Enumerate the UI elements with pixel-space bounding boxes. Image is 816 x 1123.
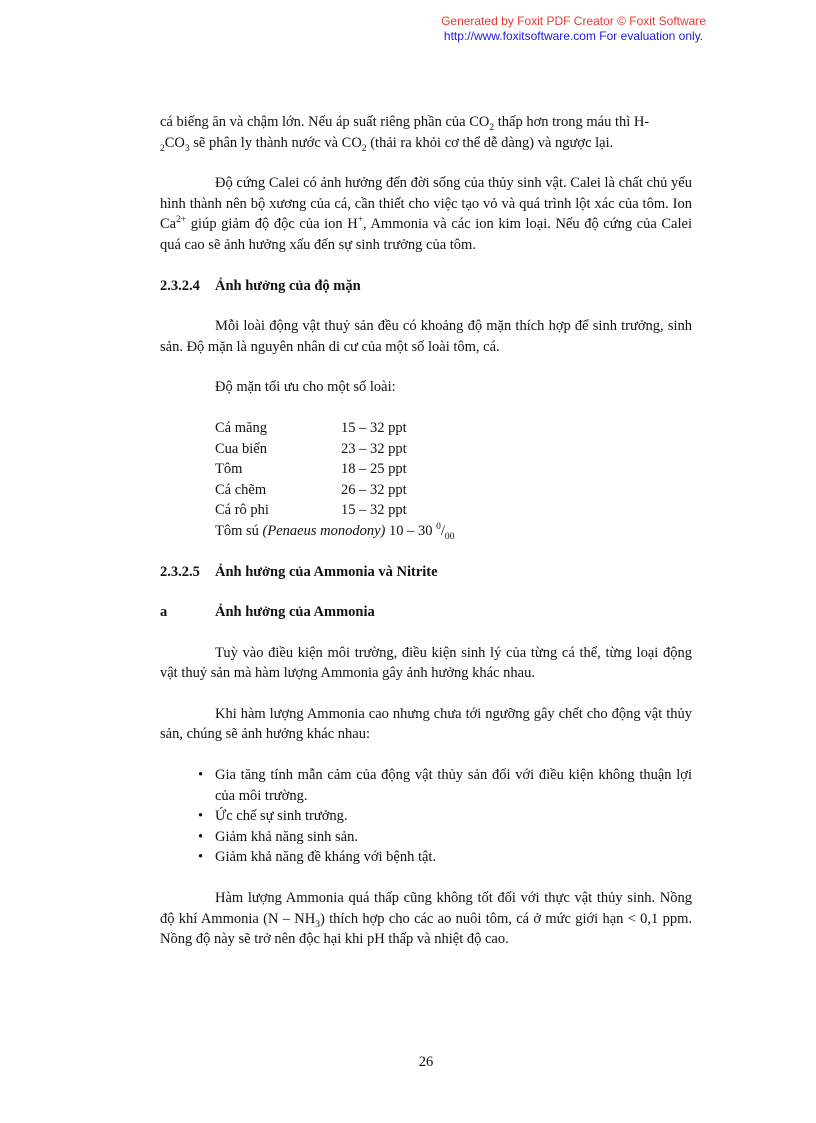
species-list — [160, 418, 692, 542]
species-row: Cua biển 23 – 32 ppt — [215, 440, 407, 457]
species-row-tiger-shrimp: Tôm sú (Penaeus monodony) 10 – 30 $^0/_{00}$ — [215, 522, 455, 542]
page-number: 26 — [418, 1054, 434, 1070]
list-item: • Gia tăng tính mẫn cảm của động vật thủy sản đối với điều kiện không thuận lợi của môi trường. — [215, 765, 692, 806]
watermark — [441, 14, 706, 44]
paragraph-co2: cá biếng ăn và chậm lớn. Nếu áp suất riêng phần của $CO_2$ thấp hơn trong máu thì H- $_2CO_3$ sẽ phân ly thành nước và $CO_2$ (thải ra khỏi cơ thể dễ dàng) và ngược lại. — [160, 114, 650, 154]
paragraph-salinity-intro: Độ mặn tối ưu cho một số loài: — [215, 379, 396, 396]
section-heading-a: a Ảnh hưởng của Ammonia — [160, 604, 375, 621]
list-item: • Giảm khả năng sinh sản. — [215, 827, 692, 848]
species-row: Cá rô phi 15 – 32 ppt — [215, 502, 407, 519]
effects-list — [160, 765, 692, 868]
section-heading-2325: 2.3.2.5 Ảnh hưởng của Ammonia và Nitrite — [160, 563, 438, 580]
section-heading-2324: 2.3.2.4 Ảnh hưởng của độ mặn — [160, 277, 361, 294]
species-row: Cá chẽm 26 – 32 ppt — [215, 481, 407, 498]
paragraph-ammonia-conditions: Tuỳ vào điều kiện môi trường, điều kiện sinh lý của từng cá thể, từng loại động vật thuỷ sản mà hàm lượng Ammonia gây ảnh hưởng khác nhau. — [160, 644, 692, 682]
paragraph-ammonia-low: Hàm lượng Ammonia quá thấp cũng không tốt đối với thực vật thủy sinh. Nồng độ khí Ammonia $(N - NH_3)$ thích hợp cho các ao nuôi tôm, cá ở mức giới hạn < 0,1 ppm. Nồng độ này sẽ trở nên độc hại khi pH thấp và nhiệt độ cao. — [160, 890, 693, 948]
paragraph-ammonia-effects: Khi hàm lượng Ammonia cao nhưng chưa tới ngưỡng gây chết cho động vật thủy sản, chúng sẽ ảnh hưởng khác nhau: — [160, 705, 692, 743]
species-row: Tôm 18 – 25 ppt — [215, 461, 407, 478]
list-item: • Giảm khả năng đề kháng với bệnh tật. — [215, 847, 692, 868]
watermark-line-1: Generated by Foxit PDF Creator © Foxit Software — [441, 14, 706, 28]
page-content — [160, 112, 692, 950]
watermark-line-2: http://www.foxitsoftware.com For evaluation only. — [443, 29, 704, 43]
paragraph-calcium: Độ cứng Calei có ảnh hưởng đến đời sống của thủy sinh vật. Calei là chất chủ yếu hình thành nên bộ xương của cá, cần thiết cho việc tạo vỏ và quá trình lột xác của tôm. Ion $Ca^{2+}$ giúp giảm độ độc của ion H+, Ammonia và các ion kim loại. Nếu độ cứng của Calei quá cao sẽ ảnh hưởng xấu đến sự sinh trưởng của tôm. — [160, 175, 692, 253]
list-item: • Ức chế sự sinh trưởng. — [215, 806, 692, 827]
species-row: Cá măng 15 – 32 ppt — [215, 419, 407, 436]
paragraph-salinity: Mỗi loài động vật thuỷ sản đều có khoảng độ mặn thích hợp để sinh trưởng, sinh sản. Độ mặn là nguyên nhân di cư của một số loài tôm, cá. — [160, 318, 692, 355]
